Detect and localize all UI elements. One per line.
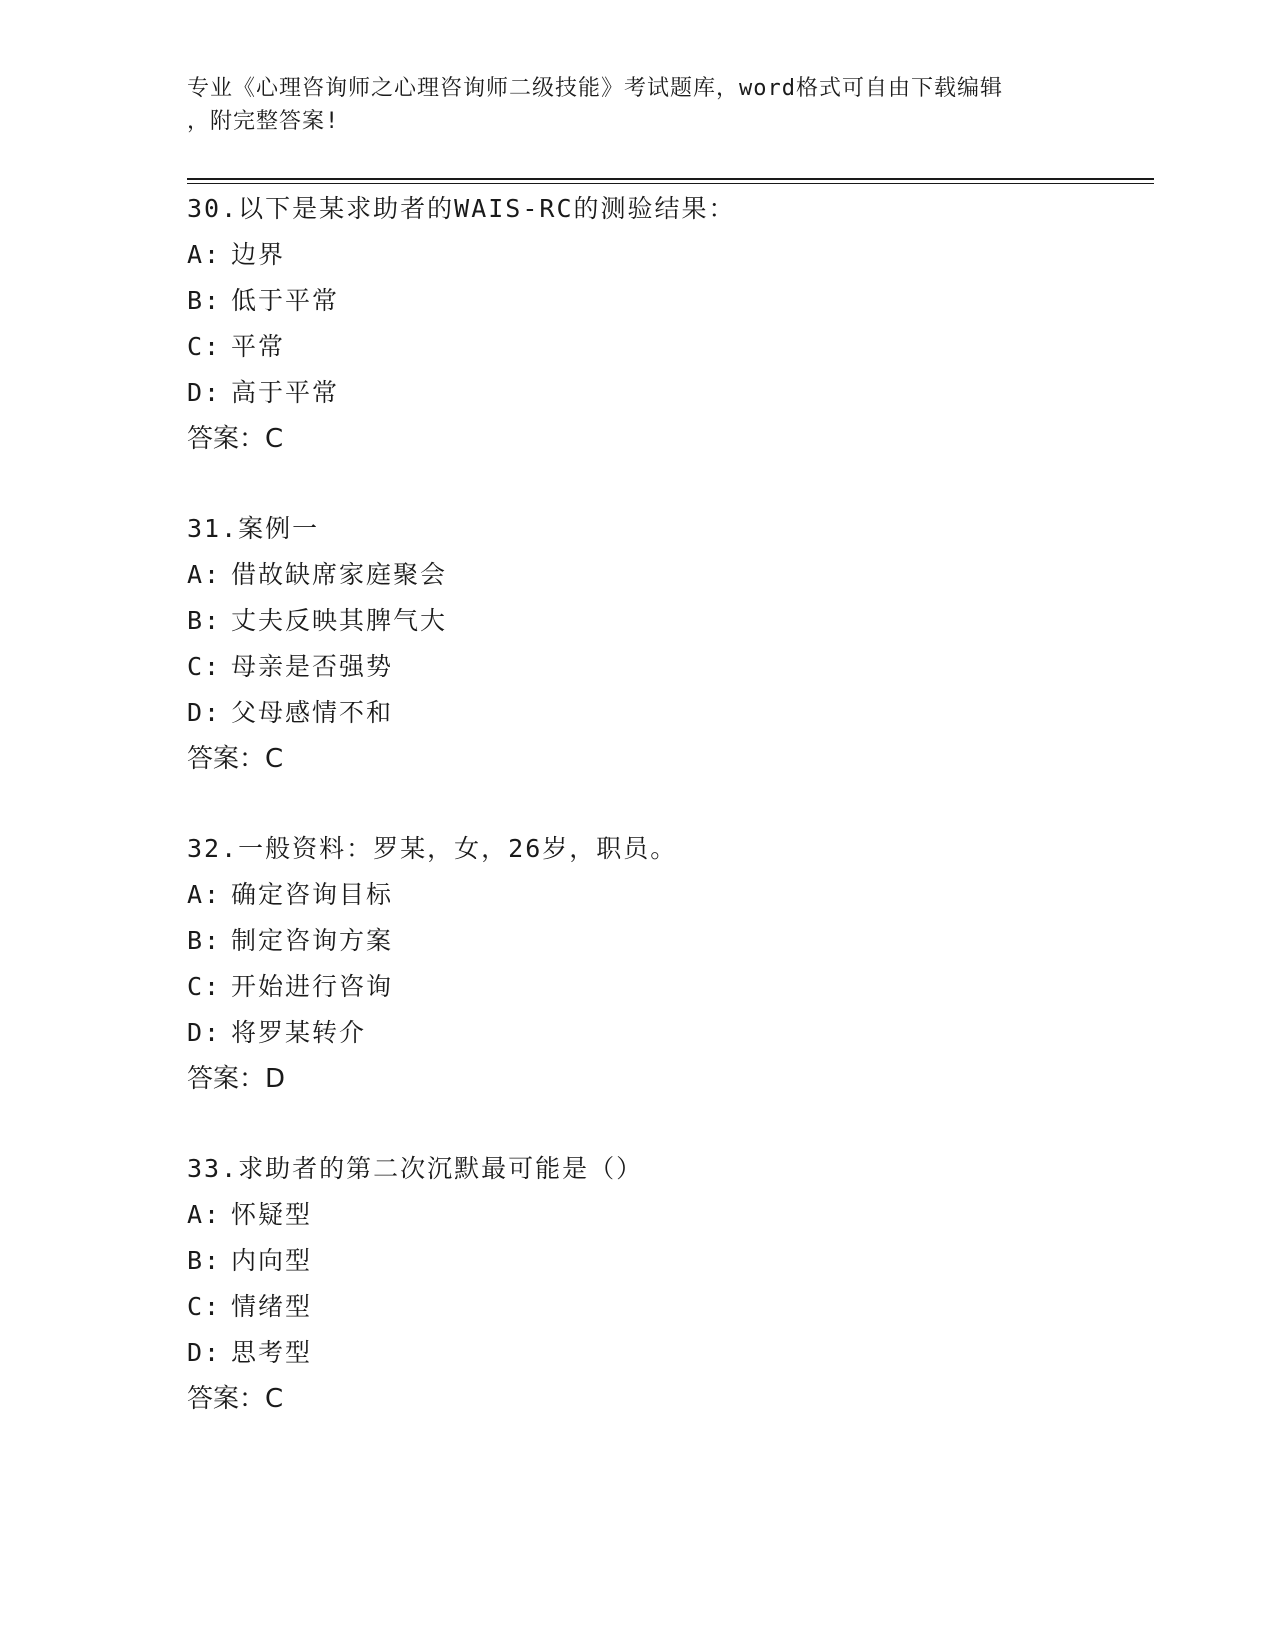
question-block-32 [187, 826, 1147, 1102]
question-title: 33.求助者的第二次沉默最可能是（） [187, 1154, 644, 1183]
question-title: 30.以下是某求助者的WAIS-RC的测验结果： [187, 194, 736, 223]
option-d [187, 370, 1147, 416]
option-key: B: [187, 606, 222, 635]
answer-line: 答案：D [187, 1064, 286, 1094]
option-text: 情绪型 [231, 1292, 313, 1321]
option-a [187, 232, 1147, 278]
option-b [187, 1238, 1147, 1284]
option-key: B: [187, 1246, 222, 1275]
document-header [187, 72, 1087, 138]
option-d [187, 1330, 1147, 1376]
option-c [187, 964, 1147, 1010]
option-c [187, 644, 1147, 690]
option-key: C: [187, 972, 222, 1001]
option-key: D: [187, 1018, 222, 1047]
header-divider-thin [187, 183, 1154, 184]
header-line-2: ，附完整答案! [187, 109, 340, 134]
option-b [187, 278, 1147, 324]
option-text: 借故缺席家庭聚会 [231, 560, 448, 589]
option-text: 低于平常 [231, 286, 340, 315]
option-text: 开始进行咨询 [231, 972, 394, 1001]
option-text: 母亲是否强势 [231, 652, 394, 681]
option-b [187, 598, 1147, 644]
option-key: A: [187, 1200, 222, 1229]
option-key: A: [187, 240, 222, 269]
answer-line: 答案：C [187, 424, 284, 454]
option-text: 制定咨询方案 [231, 926, 394, 955]
option-a [187, 1192, 1147, 1238]
question-title: 32.一般资料：罗某，女，26岁，职员。 [187, 834, 678, 863]
option-text: 高于平常 [231, 378, 340, 407]
option-key: B: [187, 926, 222, 955]
answer-line: 答案：C [187, 1384, 284, 1414]
option-key: C: [187, 1292, 222, 1321]
option-text: 丈夫反映其脾气大 [231, 606, 448, 635]
header-divider-thick [187, 178, 1154, 180]
option-a [187, 872, 1147, 918]
option-d [187, 690, 1147, 736]
option-b [187, 918, 1147, 964]
question-block-33 [187, 1146, 1147, 1422]
question-block-31 [187, 506, 1147, 782]
option-text: 父母感情不和 [231, 698, 394, 727]
option-text: 怀疑型 [231, 1200, 313, 1229]
option-text: 确定咨询目标 [231, 880, 394, 909]
option-text: 将罗某转介 [231, 1018, 367, 1047]
option-key: B: [187, 286, 222, 315]
option-d [187, 1010, 1147, 1056]
answer-line: 答案：C [187, 744, 284, 774]
question-title: 31.案例一 [187, 514, 320, 543]
option-key: D: [187, 1338, 222, 1367]
option-text: 内向型 [231, 1246, 313, 1275]
question-block-30 [187, 186, 1147, 462]
option-a [187, 552, 1147, 598]
option-text: 平常 [231, 332, 286, 361]
option-key: D: [187, 378, 222, 407]
option-key: C: [187, 332, 222, 361]
option-c [187, 1284, 1147, 1330]
option-key: A: [187, 560, 222, 589]
option-text: 思考型 [231, 1338, 313, 1367]
option-c [187, 324, 1147, 370]
header-line-1: 专业《心理咨询师之心理咨询师二级技能》考试题库，word格式可自由下载编辑 [187, 76, 1003, 101]
option-key: C: [187, 652, 222, 681]
option-key: A: [187, 880, 222, 909]
option-text: 边界 [231, 240, 286, 269]
option-key: D: [187, 698, 222, 727]
